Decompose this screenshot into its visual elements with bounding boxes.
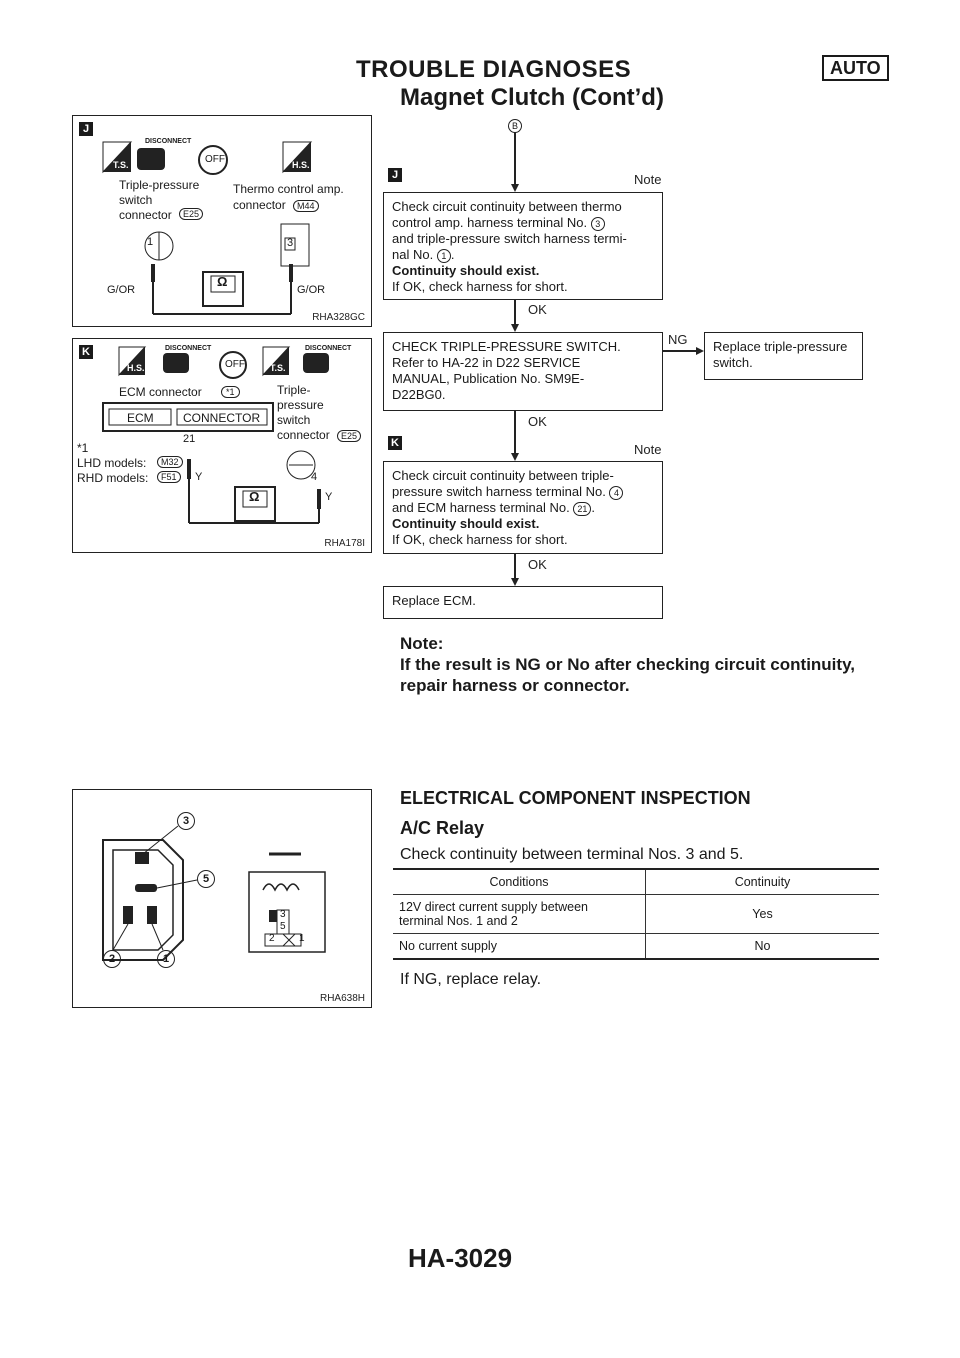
ng-label: NG	[668, 332, 688, 347]
box3-line5: If OK, check harness for short.	[392, 532, 568, 547]
terminal-marker: 3	[591, 217, 605, 231]
lhd-models: LHD models:	[77, 456, 147, 470]
terminal-marker: 21	[573, 502, 591, 516]
pin-1: 1	[147, 236, 154, 248]
ts-label: T.S.	[113, 160, 129, 170]
step-mark-j: J	[79, 122, 93, 136]
off-label: OFF	[205, 154, 225, 165]
table-header-row	[393, 870, 879, 895]
triple-label-3: connector	[119, 208, 172, 222]
continuity-table	[393, 868, 879, 960]
entry-marker: B	[508, 119, 522, 133]
section-subheading: A/C Relay	[400, 818, 485, 838]
thermo-label-2: connector	[233, 198, 286, 212]
step-box-1	[383, 192, 663, 300]
box2b-line1: Replace triple-pressure	[713, 339, 848, 354]
table-row	[393, 934, 879, 959]
terminal-1-marker: 1	[157, 950, 175, 968]
header-badge: AUTO	[822, 55, 889, 81]
box3-line3: and ECM harness terminal No. 21 .	[392, 500, 595, 515]
figure-ac-relay	[72, 789, 372, 1008]
figure-ecm-triple	[72, 338, 372, 553]
lhd-connector-id: M32	[157, 456, 183, 468]
figure-code: RHA638H	[319, 993, 365, 1004]
box3-line4: Continuity should exist.	[392, 516, 540, 531]
pin-3: 3	[287, 237, 294, 249]
off-label: OFF	[225, 359, 245, 370]
box3-line1: Check circuit continuity between triple-	[392, 468, 614, 483]
wire-color-right: Y	[325, 491, 333, 503]
wire-color-right: G/OR	[297, 284, 326, 296]
ohm-symbol: Ω	[249, 489, 260, 504]
pin-21: 21	[183, 433, 196, 445]
header-title: TROUBLE DIAGNOSES	[356, 56, 632, 83]
row2-condition: No current supply	[393, 934, 646, 959]
terminal-3-marker: 3	[177, 812, 195, 830]
ts-label: T.S.	[270, 363, 286, 373]
box1-line4: nal No. 1 .	[392, 247, 455, 262]
connector-line	[663, 350, 697, 352]
page-number: HA-3029	[408, 1243, 513, 1273]
wiring-diagram-2	[73, 339, 369, 550]
arrow-down	[511, 453, 519, 461]
step-box-2	[383, 332, 663, 411]
ecm-connector-label: ECM connector	[119, 385, 202, 399]
step-box-2b	[704, 332, 863, 380]
table-row	[393, 895, 879, 934]
ok-label-2: OK	[528, 414, 547, 429]
triple-label-1: Triple-	[277, 383, 311, 397]
box2-line2: Refer to HA-22 in D22 SERVICE	[392, 355, 581, 370]
ok-label-1: OK	[528, 302, 547, 317]
disconnect-label: DISCONNECT	[145, 138, 192, 145]
inspection-instruction: Check continuity between terminal Nos. 3 and 5.	[400, 846, 744, 863]
header-subtitle: Magnet Clutch (Cont’d)	[400, 84, 664, 111]
triple-label-4: connector	[277, 428, 330, 442]
box1-line1: Check circuit continuity between thermo	[392, 199, 622, 214]
arrow-down	[511, 578, 519, 586]
step-mark-k: K	[388, 436, 402, 450]
note-label-2: Note	[634, 442, 662, 457]
relay-pin-2: 2	[269, 933, 275, 944]
step-box-4	[383, 586, 663, 619]
triple-label-1: Triple-pressure	[119, 178, 200, 192]
box1-line5: Continuity should exist.	[392, 263, 540, 278]
connector-line	[514, 132, 516, 184]
arrow-down	[511, 184, 519, 192]
ok-label-3: OK	[528, 557, 547, 572]
terminal-2-marker: 2	[103, 950, 121, 968]
arrow-down	[511, 324, 519, 332]
note-line-2: repair harness or connector.	[400, 676, 630, 695]
row1-condition-line2: terminal Nos. 1 and 2	[399, 914, 518, 928]
note-label-1: Note	[634, 172, 662, 187]
box1-line3: and triple-pressure switch harness termi-	[392, 231, 627, 246]
step-mark-k: K	[79, 345, 93, 359]
box1-line6: If OK, check harness for short.	[392, 279, 568, 294]
section-heading: ELECTRICAL COMPONENT INSPECTION	[400, 788, 751, 808]
disconnect-label: DISCONNECT	[165, 345, 212, 352]
wire-color-left: G/OR	[107, 284, 136, 296]
pin-4: 4	[311, 471, 318, 483]
connector-line	[514, 411, 516, 455]
hs-label: H.S.	[127, 363, 145, 373]
col-conditions: Conditions	[393, 870, 646, 895]
rhd-models: RHD models:	[77, 471, 149, 485]
note-line-1: If the result is NG or No after checking circuit continuity,	[400, 655, 855, 674]
box1-line2: control amp. harness terminal No. 3	[392, 215, 654, 231]
ecm-ref: *1	[221, 386, 240, 398]
step-box-3	[383, 461, 663, 554]
disconnect-label-2: DISCONNECT	[305, 345, 352, 352]
arrow-right	[696, 347, 704, 355]
step-mark-j: J	[388, 168, 402, 182]
figure-thermo-triple	[72, 115, 372, 327]
relay-pin-3: 3	[280, 909, 286, 920]
ecm-box-label: ECM	[127, 411, 154, 425]
terminal-marker: 4	[609, 486, 623, 500]
triple-connector-id: E25	[179, 208, 203, 220]
inspection-footer: If NG, replace relay.	[400, 971, 542, 988]
box2b-line2: switch.	[713, 355, 753, 370]
thermo-label-1: Thermo control amp.	[233, 182, 344, 196]
hs-label: H.S.	[292, 160, 310, 170]
wire-color-left: Y	[195, 471, 203, 483]
row1-continuity: Yes	[646, 895, 880, 934]
col-continuity: Continuity	[646, 870, 880, 895]
terminal-marker: 1	[437, 249, 451, 263]
connector-box-label: CONNECTOR	[183, 411, 261, 425]
relay-diagram	[73, 790, 369, 1005]
ohm-symbol: Ω	[217, 274, 228, 289]
note-star: *1	[77, 441, 89, 455]
row2-continuity: No	[754, 939, 771, 953]
figure-code: RHA328GC	[312, 312, 365, 323]
thermo-connector-id: M44	[293, 200, 319, 212]
relay-pin-5: 5	[280, 921, 286, 932]
box2-line3: MANUAL, Publication No. SM9E-	[392, 371, 585, 386]
connector-line	[514, 300, 516, 326]
rhd-connector-id: F51	[157, 471, 181, 483]
box2-line4: D22BG0.	[392, 387, 446, 402]
box3-line2: pressure switch harness terminal No. 4	[392, 484, 654, 500]
relay-pin-1: 1	[299, 933, 305, 944]
connector-line	[514, 554, 516, 580]
triple-label-2: pressure	[277, 398, 324, 412]
box2-line1: CHECK TRIPLE-PRESSURE SWITCH.	[392, 339, 621, 354]
terminal-5-marker: 5	[197, 870, 215, 888]
triple-label-2: switch	[119, 193, 153, 207]
triple-label-3: switch	[277, 413, 311, 427]
figure-code: RHA178I	[324, 538, 365, 549]
row1-condition-line1: 12V direct current supply between	[399, 900, 588, 914]
triple-connector-id: E25	[337, 430, 361, 442]
note-title: Note:	[400, 634, 444, 653]
box4-text: Replace ECM.	[392, 593, 476, 608]
